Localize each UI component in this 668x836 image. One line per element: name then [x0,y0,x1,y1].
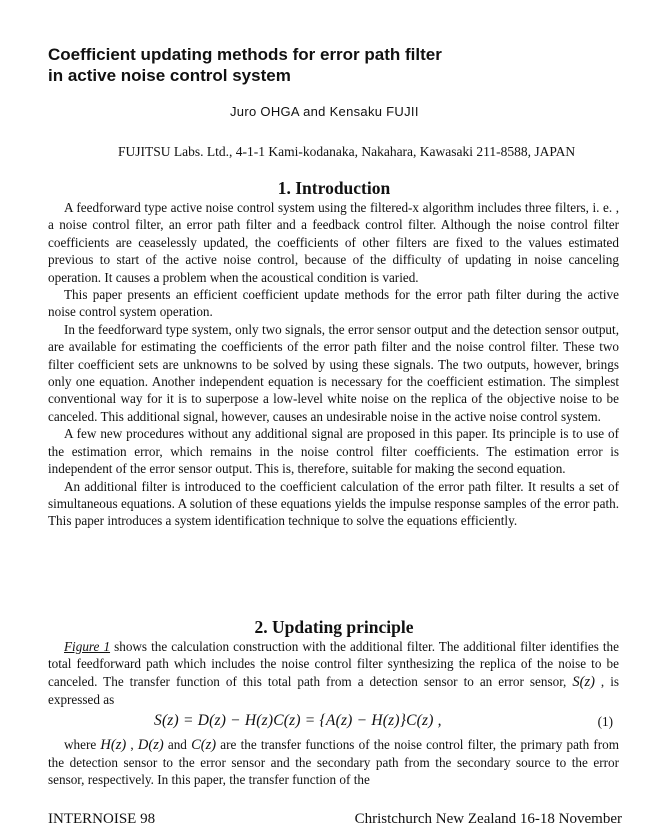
text-run: , is expressed as [48,673,620,708]
text-run: shows the calculation construction with the additional filter. The additional filter identifies the total feedforward path which includes the noise control filter synthesizing the replica of the noise to be canceled. The transfer function of this total path from a detection sensor to an error sensor, [48,639,619,689]
affiliation: FUJITSU Labs. Ltd., 4-1-1 Kami-kodanaka, Nakahara, Kawasaki 211-8588, JAPAN [118,144,576,159]
text-run: and [163,736,192,752]
paragraph: This paper presents an efficient coefficient update methods for the error path filter during the active noise control system operation. [48,287,619,320]
introduction-body [48,199,619,530]
paragraph: An additional filter is introduced to the coefficient calculation of the error path filter. It results a set of simultaneous equations. A solution of these equations yields the impulse response samples of the error path. This paper introduces a system identification technique to solve the equations efficiently. [48,478,619,529]
math-s-of-z: S(z) [572,673,595,690]
authors: Juro OHGA and Kensaku FUJII [230,104,419,119]
equation-number: (1) [597,713,613,729]
footer-location-date: Christchurch New Zealand 16-18 November [354,811,622,827]
math-c-of-z: C(z) [191,736,217,753]
text-run: are the transfer functions of the noise control filter, the primary path from the detection sensor to the error sensor and the secondary path from the secondary source to the error sensor, respectively. In this paper, the transfer function of the [48,736,620,788]
section-heading-introduction: 1. Introduction [277,178,391,198]
paper-title [48,44,628,86]
title-line-2: in active noise control system [48,66,291,85]
updating-principle-body [48,638,619,789]
section-heading-updating-principle: 2. Updating principle [254,617,414,637]
footer-conference: INTERNOISE 98 [48,811,156,827]
title-line-1: Coefficient updating methods for error path filter [48,45,442,64]
paragraph: In the feedforward type system, only two signals, the error sensor output and the detection sensor output, are available for estimating the coefficients of the error path filter and the noise control filter. These two filter coefficient sets are unknowns to be solved by using these signals. The two outputs, however, brings only one equation. Another independent equation is necessary for the coefficient estimation. The simplest conventional way for it is to superpose a low-level white noise on the replica of the objective noise to be canceled. This additional signal, however, causes an undesirable noise in the active noise control system. [48,321,619,424]
math-h-of-z: H(z) [100,736,127,753]
equation-1 [48,710,619,734]
math-d-of-z: D(z) [137,736,164,753]
paragraph [48,638,619,709]
equation-body: S(z) = D(z) − H(z)C(z) = {A(z) − H(z)}C(z) , [154,711,442,729]
paragraph [48,736,619,789]
text-run: , [126,736,138,752]
paragraph: A few new procedures without any additional signal are proposed in this paper. Its principle is to use of the estimation error, which remains in the noise control filter coefficients. The estimation error is independent of the error sensor output. This is, therefore, suitable for making the second equation. [48,426,619,477]
paragraph: A feedforward type active noise control system using the filtered-x algorithm includes three filters, i. e. , a noise control filter, an error path filter and a feedback control filter. Although the noise control filter coefficients are ceaselessly updated, the coefficients of other filters are fixed to the values estimated previous to start of the active noise control, because of the difficulty of updating in noise canceling operation. It causes a problem when the acoustical condition is varied. [48,200,619,285]
figure-1-link[interactable]: Figure 1 [64,639,111,654]
text-run: where [64,736,101,752]
